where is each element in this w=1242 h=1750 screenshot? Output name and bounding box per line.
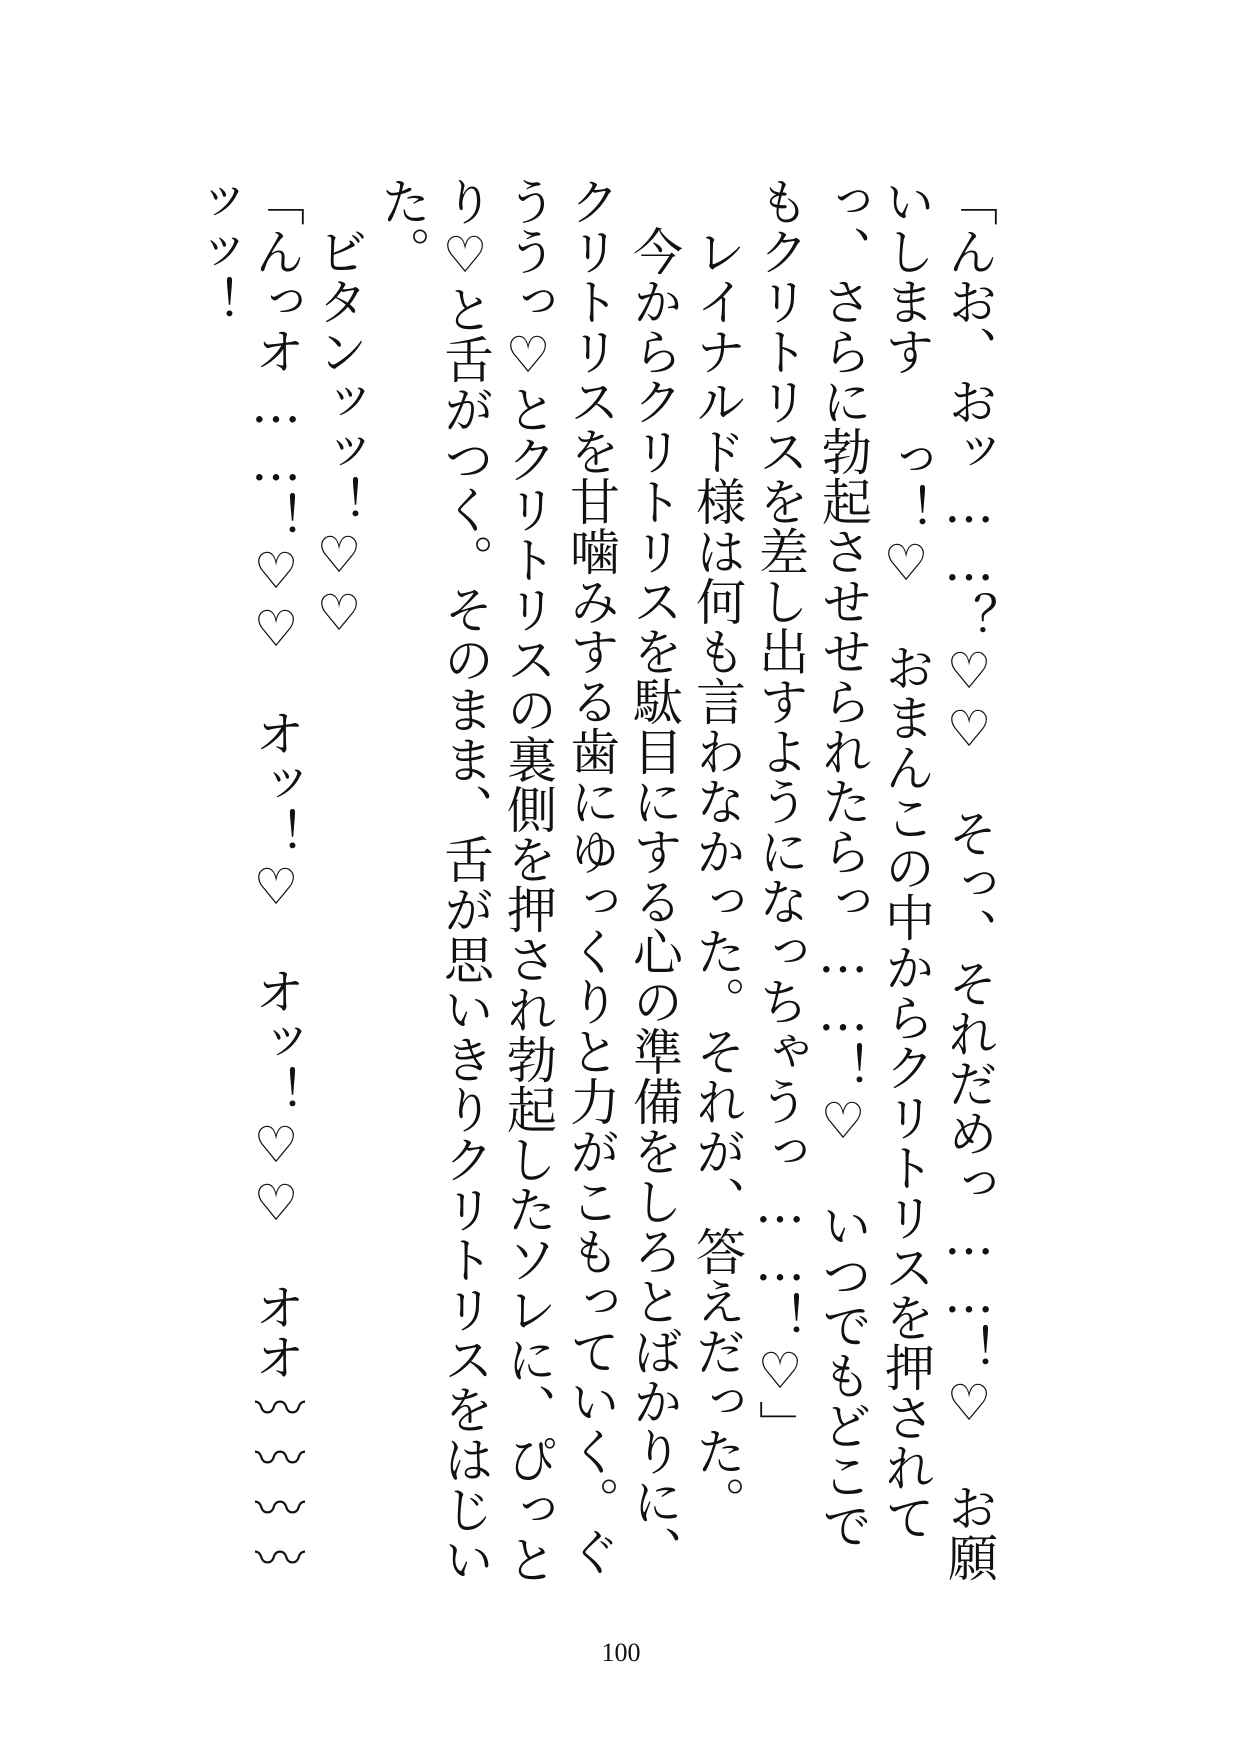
paragraph-3: 今からクリトリスを駄目にする心の準備をしろとばかりに、クリトリスを甘噛みする歯にゆっくりと力がこもっていく。ぐううっ♡とクリトリスの裏側を押され勃起したソレに、ぴっとり♡と舌がつく。そのまま、舌が思いきりクリトリスをはじいた。 xyxy=(373,176,683,1584)
paragraph-2: レイナルド様は何も言わなかった。それが、答えだった。 xyxy=(688,176,746,1526)
paragraph-5: 「んっオ……！♡♡ オッ！♡ オッ！♡♡ オオ〰〰〰〰ッッ！ xyxy=(184,176,305,1582)
vertical-text-block xyxy=(184,176,1000,1586)
paragraph-1: 「んお、おッ……？♡♡ そっ、それだめっ……！♡ お願いします っ！♡ おまんこの中からクリトリスを押されてっ、さらに勃起させせられたらっ……！♡ いつでもどこでもクリトリスを差し出すようになっちゃうっ……！♡」 xyxy=(751,176,998,1582)
page-number: 100 xyxy=(601,1638,641,1667)
paragraph-4: ビタンッッ！♡♡ xyxy=(310,176,368,642)
